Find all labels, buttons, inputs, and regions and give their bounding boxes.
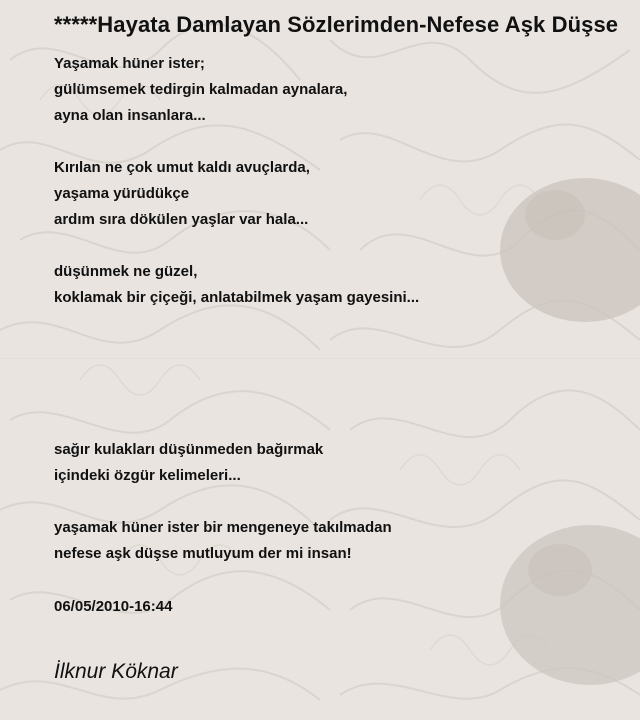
poem-line: ayna olan insanlara... — [54, 107, 206, 124]
poem-author: İlknur Köknar — [54, 660, 178, 683]
poem-line: ardım sıra dökülen yaşlar var hala... — [54, 211, 309, 228]
poem-line: Kırılan ne çok umut kaldı avuçlarda, — [54, 159, 310, 176]
poem-line: nefese aşk düşse mutluyum der mi insan! — [54, 545, 352, 562]
poem-line: koklamak bir çiçeği, anlatabilmek yaşam gayesini... — [54, 289, 420, 306]
poem-line: yaşamak hüner ister bir mengeneye takılmadan — [54, 519, 392, 536]
poem-line: içindeki özgür kelimeleri... — [54, 467, 241, 484]
poem-line: gülümsemek tedirgin kalmadan aynalara, — [54, 81, 348, 98]
poem-date: 06/05/2010-16:44 — [54, 598, 173, 615]
poem-line: Yaşamak hüner ister; — [54, 55, 205, 72]
poem-line: düşünmek ne güzel, — [54, 263, 198, 280]
poem-line: sağır kulakları düşünmeden bağırmak — [54, 441, 324, 458]
poem-line: yaşama yürüdükçe — [54, 185, 190, 202]
poem-title: *****Hayata Damlayan Sözlerimden-Nefese Aşk Düşse — [54, 12, 619, 37]
